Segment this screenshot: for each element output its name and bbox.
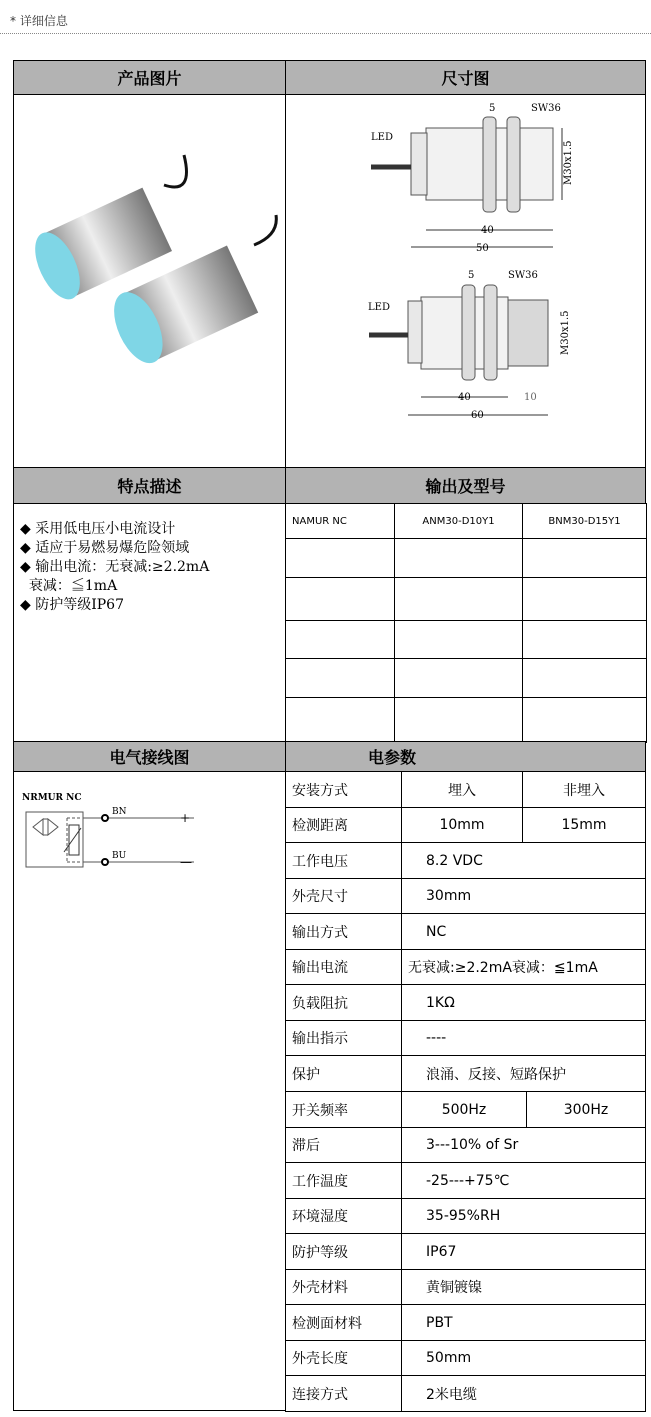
param-label: 工作电压 [285, 842, 402, 879]
svg-text:60: 60 [471, 410, 484, 421]
svg-text:40: 40 [458, 392, 471, 403]
dimension-drawing-cell [285, 94, 646, 468]
svg-text:5: 5 [468, 270, 475, 281]
output-table-cell [522, 697, 647, 743]
header-params: 电参数 [285, 741, 646, 772]
svg-text:—: — [180, 855, 192, 869]
output-table-cell [285, 538, 395, 578]
param-value: 8.2 VDC [401, 842, 646, 879]
output-table-cell [285, 577, 395, 621]
svg-text:10: 10 [524, 392, 537, 403]
svg-text:SW36: SW36 [508, 270, 538, 281]
svg-text:M30x1.5: M30x1.5 [563, 140, 574, 185]
param-label: 输出指示 [285, 1020, 402, 1056]
param-label: 工作温度 [285, 1162, 402, 1199]
param-label: 安装方式 [285, 771, 402, 808]
param-label: 输出方式 [285, 913, 402, 950]
svg-text:BU: BU [112, 851, 127, 861]
output-table-cell [394, 577, 523, 621]
param-label: 输出电流 [285, 949, 402, 985]
output-table-cell [285, 697, 395, 743]
param-label: 连接方式 [285, 1375, 402, 1412]
svg-text:+: + [180, 811, 191, 825]
svg-text:LED: LED [368, 302, 390, 313]
param-value: 15mm [522, 807, 646, 843]
product-photo [14, 95, 285, 467]
param-value: 埋入 [401, 771, 523, 808]
wiring-diagram [14, 772, 285, 892]
param-value: 35-95%RH [401, 1198, 646, 1234]
feature-item: ◆ 适应于易燃易爆危险领域 [20, 540, 190, 556]
param-value: 50mm [401, 1340, 646, 1376]
svg-text:LED: LED [371, 132, 393, 143]
output-table-cell [285, 620, 395, 659]
param-value: -25---+75℃ [401, 1162, 646, 1199]
param-label: 开关频率 [285, 1091, 402, 1128]
output-table-cell [522, 577, 647, 621]
output-table-cell [394, 658, 523, 698]
header-dimensions: 尺寸图 [285, 60, 646, 95]
param-value: 10mm [401, 807, 523, 843]
product-image-cell [13, 94, 286, 468]
header-product-image: 产品图片 [13, 60, 286, 95]
param-label: 防护等级 [285, 1233, 402, 1270]
svg-text:SW36: SW36 [531, 103, 561, 114]
output-table-cell [394, 538, 523, 578]
param-label: 滞后 [285, 1127, 402, 1163]
svg-text:5: 5 [489, 103, 496, 114]
param-value: 300Hz [526, 1091, 646, 1128]
drawing-bottom [368, 270, 571, 421]
output-table-cell [285, 658, 395, 698]
header-output-model: 输出及型号 [285, 467, 646, 504]
param-label: 环境湿度 [285, 1198, 402, 1234]
output-table-cell: BNM30-D15Y1 [522, 503, 647, 539]
svg-text:50: 50 [476, 243, 489, 254]
param-value: 30mm [401, 878, 646, 914]
feature-item: ◆ 防护等级IP67 [20, 597, 124, 613]
param-value: 1KΩ [401, 984, 646, 1021]
param-label: 外壳材料 [285, 1269, 402, 1305]
output-table-cell [394, 620, 523, 659]
divider [0, 33, 651, 34]
param-label: 检测距离 [285, 807, 402, 843]
param-label: 检测面材料 [285, 1304, 402, 1341]
output-table-cell [522, 658, 647, 698]
section-title: * 详细信息 [10, 14, 68, 28]
wiring-cell [13, 771, 286, 1411]
param-value: ---- [401, 1020, 646, 1056]
param-label: 外壳尺寸 [285, 878, 402, 914]
dimension-drawing [286, 95, 645, 467]
output-table-cell: ANM30-D10Y1 [394, 503, 523, 539]
param-value: 无衰减:≥2.2mA衰减：≦1mA [401, 949, 646, 985]
svg-text:40: 40 [481, 225, 494, 236]
param-label: 保护 [285, 1055, 402, 1092]
param-value: 3---10% of Sr [401, 1127, 646, 1163]
param-value: 2米电缆 [401, 1375, 646, 1412]
param-value: NC [401, 913, 646, 950]
output-table-cell [522, 620, 647, 659]
features-list [20, 520, 209, 615]
feature-item: ◆ 输出电流：无衰减:≥2.2mA [20, 559, 210, 575]
header-features: 特点描述 [13, 467, 286, 504]
param-value: IP67 [401, 1233, 646, 1270]
output-table-cell [522, 538, 647, 578]
param-value: PBT [401, 1304, 646, 1341]
param-label: 负载阻抗 [285, 984, 402, 1021]
feature-item: ◆ 采用低电压小电流设计 [20, 521, 176, 537]
output-table-cell: NAMUR NC [285, 503, 395, 539]
feature-item: 衰减：≦1mA [20, 578, 118, 594]
param-value: 浪涌、反接、短路保护 [401, 1055, 646, 1092]
svg-text:M30x1.5: M30x1.5 [560, 310, 571, 355]
param-value: 黄铜镀镍 [401, 1269, 646, 1305]
output-table-cell [394, 697, 523, 743]
svg-text:BN: BN [112, 807, 127, 817]
param-value: 非埋入 [522, 771, 646, 808]
param-value: 500Hz [401, 1091, 527, 1128]
param-label: 外壳长度 [285, 1340, 402, 1376]
svg-text:NRMUR NC: NRMUR NC [22, 793, 82, 803]
header-wiring: 电气接线图 [13, 741, 286, 772]
drawing-top [371, 103, 574, 254]
